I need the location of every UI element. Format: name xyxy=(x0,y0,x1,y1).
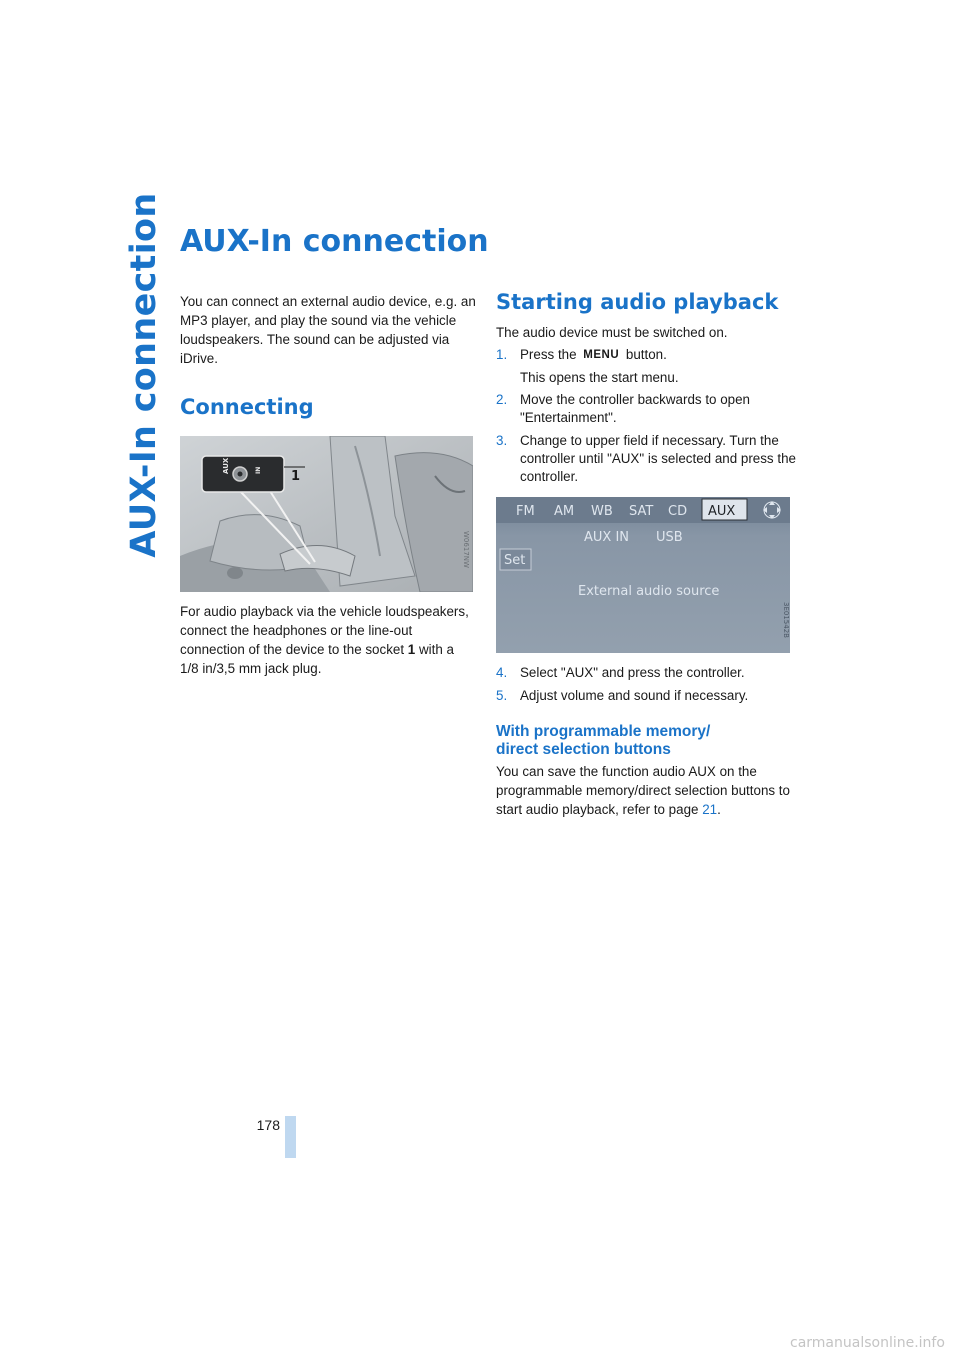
subtab-aux-in[interactable]: AUX IN xyxy=(584,530,630,545)
page-title: AUX-In connection xyxy=(180,224,489,259)
callout-number: 1 xyxy=(291,469,301,484)
socket-reference: 1 xyxy=(407,642,416,657)
aux-socket-label: AUX xyxy=(222,457,230,474)
step-5: 5. Adjust volume and sound if necessary. xyxy=(496,688,749,703)
external-audio-message: External audio source xyxy=(578,584,720,599)
connecting-heading: Connecting xyxy=(180,395,314,419)
intro-paragraph: You can connect an external audio device, e.g. an MP3 player, and play the sound via the vehicle loudspeakers. The sound can be adjusted via iDrive. xyxy=(180,294,476,366)
menu-button-icon: MENU xyxy=(583,349,620,361)
subtab-usb[interactable]: USB xyxy=(656,530,683,545)
memory-heading: With programmable memory/ direct selection buttons xyxy=(496,723,711,758)
page-margin-bar xyxy=(285,1116,296,1158)
connecting-paragraph: For audio playback via the vehicle loudspeakers, connect the headphones or the line-out connection of the device to the socket 1 with a 1/8 in/3,5 mm jack plug. xyxy=(180,604,469,676)
step-1: 1. Press the MENU button. This opens the start menu. xyxy=(496,347,679,385)
set-button[interactable]: Set xyxy=(504,553,526,568)
tab-fm[interactable]: FM xyxy=(516,504,535,519)
side-chapter-title: AUX-In connection xyxy=(124,192,164,558)
tab-wb[interactable]: WB xyxy=(591,504,613,519)
tab-cd[interactable]: CD xyxy=(668,504,688,519)
idrive-screen-figure xyxy=(496,497,790,653)
playback-intro: The audio device must be switched on. xyxy=(496,325,728,340)
in-socket-label: IN xyxy=(255,466,262,474)
playback-heading: Starting audio playback xyxy=(496,290,779,314)
memory-paragraph: You can save the function audio AUX on the programmable memory/direct selection buttons to start audio playback, refer to page 21. xyxy=(496,764,790,817)
watermark: carmanualsonline.info xyxy=(790,1335,945,1351)
screen-figure-code: 3E01542B xyxy=(782,602,790,638)
step-3: 3. Change to upper field if necessary. Turn the controller until "AUX" is selected and press the controller. xyxy=(496,433,796,484)
figure-code: W0617NW xyxy=(462,531,470,568)
step-2: 2. Move the controller backwards to open "Entertainment". xyxy=(496,392,750,425)
aux-socket-figure xyxy=(180,436,473,592)
car-interior-illustration xyxy=(180,436,473,592)
tab-am[interactable]: AM xyxy=(554,504,575,519)
page-number: 178 xyxy=(256,1117,280,1133)
step-4: 4. Select "AUX" and press the controller. xyxy=(496,665,745,680)
tab-sat[interactable]: SAT xyxy=(629,504,654,519)
page-reference-link[interactable]: 21 xyxy=(702,802,718,817)
tab-aux[interactable]: AUX xyxy=(708,504,736,519)
